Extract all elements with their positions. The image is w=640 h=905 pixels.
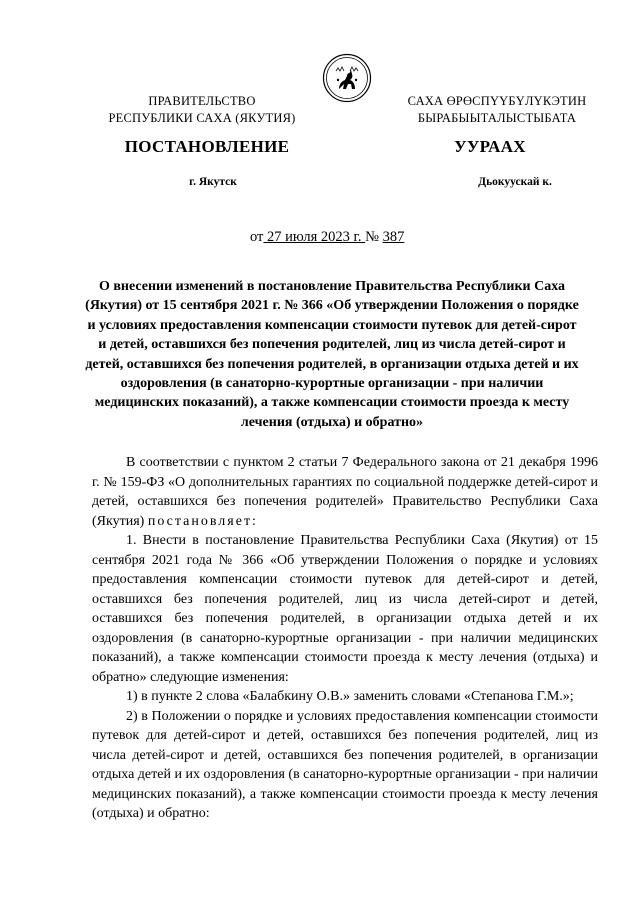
date-prefix: от	[250, 229, 264, 245]
city-russian: г. Якутск	[189, 176, 237, 188]
decree-word: постановляет:	[147, 513, 258, 529]
emblem-icon	[322, 53, 372, 103]
document-date: 27 июля 2023 г.	[267, 229, 362, 245]
document-body	[92, 453, 598, 824]
government-line-1: ПРАВИТЕЛЬСТВО	[148, 94, 256, 108]
city-yakut: Дьокуускай к.	[478, 176, 552, 188]
government-name-yakut	[392, 93, 602, 127]
coat-of-arms-emblem	[322, 53, 372, 103]
paragraph-subitem-2: 2) в Положении о порядке и условиях предоставления компенсации стоимости путевок для детей-сирот и детей, оставшихся без попечения родителей, лиц из числа детей-сирот и детей, оставшихся без попечения родителей, в организации отдыха детей и их оздоровления (в санаторно-курортные организации - при наличии медицинских показаний), а также компенсации стоимости проезда к месту лечения (отдыха) и обратно:	[92, 708, 598, 821]
paragraph-subitem-1: 1) в пункте 2 слова «Балабкину О.В.» заменить словами «Степанова Г.М.»;	[126, 689, 574, 704]
document-dateline	[250, 229, 440, 246]
government-line-2: РЕСПУБЛИКИ САХА (ЯКУТИЯ)	[108, 111, 296, 125]
document-subject: О внесении изменений в постановление Правительства Республики Саха (Якутия) от 15 сентября 2021 г. № 366 «Об утверждении Положения о порядке и условиях предоставления компенсации стоимости путевок для детей-сирот и детей, оставшихся без попечения родителей, лиц из числа детей-сирот и детей, оставшихся без попечения родителей, в организации отдыха детей и их оздоровления (в санаторно-курортные организации - при наличии медицинских показаний), а также компенсации стоимости проезда к месту лечения (отдыха) и обратно»	[85, 279, 579, 430]
government-line-2-yakut: БЫРАБЫЫТАЛЫСТЫБАТА	[417, 111, 577, 125]
paragraph-preamble: В соответствии с пунктом 2 статьи 7 Федерального закона от 21 декабря 1996 г. № 159-ФЗ «О дополнительных гарантиях по социальной поддержке детей-сирот и детей, оставшихся без попечения родителей» Правительство Республики Саха (Якутия) постановляет:	[92, 455, 598, 529]
paragraph-item-1: 1. Внести в постановление Правительства Республики Саха (Якутия) от 15 сентября 2021 года № 366 «Об утверждении Положения о порядке и условиях предоставления компенсации стоимости путевок для детей-сирот и детей, оставшихся без попечения родителей, лиц из числа детей-сирот и детей, оставшихся без попечения родителей, в организации отдыха детей и их оздоровления (в санаторно-курортные организации - при наличии медицинских показаний), а также компенсации стоимости проезда к месту лечения (отдыха) и обратно» следующие изменения:	[92, 533, 598, 685]
government-line-1-yakut: САХА ӨРӨСПҮҮБҮЛҮКЭТИН	[407, 94, 587, 108]
document-number: 387	[382, 229, 405, 245]
number-prefix: №	[365, 229, 379, 245]
government-name-russian	[92, 93, 312, 127]
document-type-russian: ПОСТАНОВЛЕНИЕ	[124, 137, 290, 156]
document-type-yakut: УУРААХ	[454, 137, 526, 156]
